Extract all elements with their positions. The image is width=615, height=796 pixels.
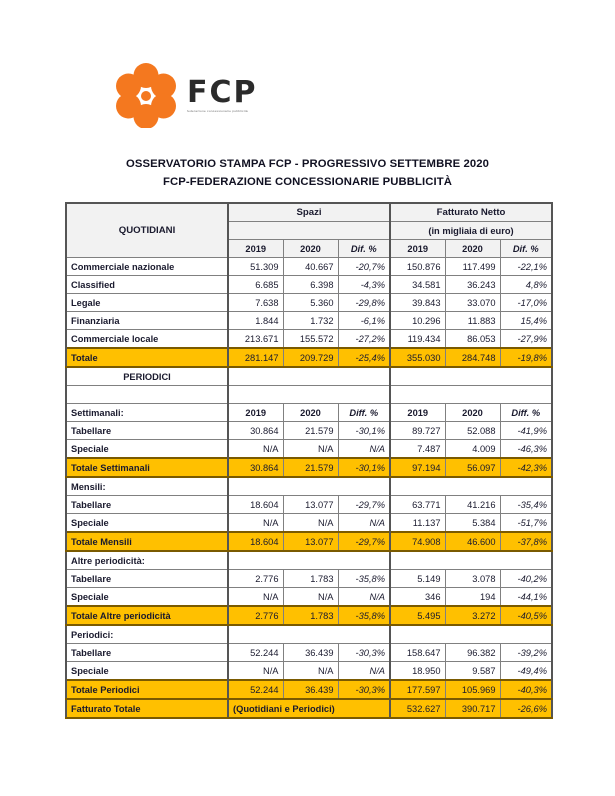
periodici-banner-spazi [228, 367, 390, 386]
mensili-header-row [66, 477, 552, 496]
mensili-section-label: Mensili: [66, 477, 228, 496]
fcp-tagline: federazione concessionarie pubblicità [187, 109, 248, 113]
periodici-banner-row [66, 367, 552, 386]
cell-fatturato-diff: -27,9% [500, 330, 552, 349]
cell-spazi-2019: 6.685 [228, 276, 283, 294]
header-quotidiani: QUOTIDIANI [66, 203, 228, 258]
settimanali-2019: 2019 [228, 404, 283, 422]
fcp-wordmark-group [187, 75, 258, 113]
row-label: Tabellare [66, 644, 228, 662]
cell-spazi-2020: N/A [283, 514, 338, 533]
cell-fatturato-2019: 355.030 [390, 348, 445, 367]
cell-fatturato-diff: -22,1% [500, 258, 552, 276]
cell-fatturato-2020: 11.883 [445, 312, 500, 330]
row-label: Totale Periodici [66, 680, 228, 699]
cell-fatturato-2019: 39.843 [390, 294, 445, 312]
cell-fatturato-diff: -41,9% [500, 422, 552, 440]
cell-fatturato-diff: -37,8% [500, 532, 552, 551]
cell-fatturato-2020: 390.717 [445, 699, 500, 718]
cell-fatturato-2019: 7.487 [390, 440, 445, 459]
table-row [66, 422, 552, 440]
row-label: Speciale [66, 662, 228, 681]
cell-fatturato-diff: 15,4% [500, 312, 552, 330]
total-row-periodici [66, 680, 552, 699]
cell-spazi-2019: 52.244 [228, 644, 283, 662]
cell-fatturato-diff: -26,6% [500, 699, 552, 718]
mensili-fatturato-blank [390, 477, 552, 496]
total-row-settimanali [66, 458, 552, 477]
header-spazi-diff: Dif. % [338, 240, 390, 258]
cell-fatturato-2019: 89.727 [390, 422, 445, 440]
cell-fatturato-2020: 96.382 [445, 644, 500, 662]
cell-spazi-2019: 7.638 [228, 294, 283, 312]
cell-fatturato-diff: -42,3% [500, 458, 552, 477]
cell-spazi-diff: -35,8% [338, 606, 390, 625]
cell-spazi-2020: 6.398 [283, 276, 338, 294]
table-row [66, 312, 552, 330]
cell-fatturato-2019: 5.149 [390, 570, 445, 588]
cell-spazi-2019: 30.864 [228, 422, 283, 440]
cell-fatturato-2020: 4.009 [445, 440, 500, 459]
cell-spazi-2019: N/A [228, 662, 283, 681]
cell-fatturato-2020: 3.078 [445, 570, 500, 588]
cell-spazi-2019: N/A [228, 588, 283, 607]
row-label: Legale [66, 294, 228, 312]
cell-spazi-2020: 36.439 [283, 644, 338, 662]
row-label: Speciale [66, 588, 228, 607]
title-line-2: FCP-FEDERAZIONE CONCESSIONARIE PUBBLICITÀ [162, 176, 453, 188]
cell-fatturato-2020: 36.243 [445, 276, 500, 294]
cell-spazi-2020: 13.077 [283, 496, 338, 514]
cell-spazi-2019: 2.776 [228, 606, 283, 625]
cell-fatturato-2019: 5.495 [390, 606, 445, 625]
header-fatturato-diff: Dif. % [500, 240, 552, 258]
cell-fatturato-2020: 117.499 [445, 258, 500, 276]
cell-spazi-diff: -6,1% [338, 312, 390, 330]
fcp-flower-icon [113, 62, 179, 128]
cell-fatturato-2020: 41.216 [445, 496, 500, 514]
cell-fatturato-diff: -19,8% [500, 348, 552, 367]
cell-fatturato-diff: -40,5% [500, 606, 552, 625]
row-label: Tabellare [66, 422, 228, 440]
cell-spazi-2019: 18.604 [228, 532, 283, 551]
cell-fatturato-2019: 346 [390, 588, 445, 607]
cell-spazi-2020: 36.439 [283, 680, 338, 699]
cell-fatturato-2019: 97.194 [390, 458, 445, 477]
row-label: Tabellare [66, 570, 228, 588]
table-row [66, 330, 552, 349]
cell-fatturato-diff: -44,1% [500, 588, 552, 607]
row-label: Totale Altre periodicità [66, 606, 228, 625]
cell-fatturato-2020: 105.969 [445, 680, 500, 699]
altre-fatturato-blank [390, 551, 552, 570]
cell-spazi-diff: N/A [338, 662, 390, 681]
cell-fatturato-2019: 532.627 [390, 699, 445, 718]
periodici-section-label: Periodici: [66, 625, 228, 644]
header-fatturato-unit: (in migliaia di euro) [390, 222, 552, 240]
table-row [66, 294, 552, 312]
table-row [66, 588, 552, 607]
cell-fatturato-diff: -40,3% [500, 680, 552, 699]
settimanali-header-row [66, 404, 552, 422]
header-group-fatturato: Fatturato Netto [390, 203, 552, 222]
total-row-mensili [66, 532, 552, 551]
cell-spazi-2019: 18.604 [228, 496, 283, 514]
table-row [66, 258, 552, 276]
cell-spazi-diff: -25,4% [338, 348, 390, 367]
cell-fatturato-diff: -40,2% [500, 570, 552, 588]
spacer-label [66, 386, 228, 404]
cell-spazi-2019: 281.147 [228, 348, 283, 367]
cell-spazi-diff: N/A [338, 440, 390, 459]
grand-total-sublabel: (Quotidiani e Periodici) [228, 699, 390, 718]
cell-spazi-2020: 13.077 [283, 532, 338, 551]
cell-spazi-2019: 52.244 [228, 680, 283, 699]
mensili-spazi-blank [228, 477, 390, 496]
cell-spazi-diff: -29,7% [338, 532, 390, 551]
fcp-report-table [65, 202, 553, 719]
altre-spazi-blank [228, 551, 390, 570]
cell-spazi-diff: -35,8% [338, 570, 390, 588]
cell-spazi-diff: -27,2% [338, 330, 390, 349]
periodici-banner-fatturato [390, 367, 552, 386]
table-row [66, 644, 552, 662]
cell-fatturato-2019: 11.137 [390, 514, 445, 533]
cell-fatturato-diff: -49,4% [500, 662, 552, 681]
total-row-quotidiani [66, 348, 552, 367]
table-row [66, 662, 552, 681]
cell-spazi-2019: 51.309 [228, 258, 283, 276]
cell-spazi-2020: 21.579 [283, 458, 338, 477]
periodici-spazi-blank [228, 625, 390, 644]
table-row [66, 276, 552, 294]
report-table-wrapper [65, 202, 550, 719]
row-label: Totale Settimanali [66, 458, 228, 477]
cell-spazi-2019: 1.844 [228, 312, 283, 330]
cell-spazi-2020: 155.572 [283, 330, 338, 349]
header-group-spazi: Spazi [228, 203, 390, 222]
cell-spazi-2020: 1.783 [283, 570, 338, 588]
cell-fatturato-2020: 46.600 [445, 532, 500, 551]
cell-spazi-diff: -20,7% [338, 258, 390, 276]
row-label: Finanziaria [66, 312, 228, 330]
cell-spazi-diff: -29,7% [338, 496, 390, 514]
cell-fatturato-diff: -17,0% [500, 294, 552, 312]
settimanali-2020: 2020 [283, 404, 338, 422]
spacer-row [66, 386, 552, 404]
cell-spazi-2019: 2.776 [228, 570, 283, 588]
row-label: Classified [66, 276, 228, 294]
settimanali-section-label: Settimanali: [66, 404, 228, 422]
cell-spazi-2020: 5.360 [283, 294, 338, 312]
cell-fatturato-2019: 74.908 [390, 532, 445, 551]
fcp-wordmark: FCP [187, 75, 258, 110]
cell-spazi-2020: 209.729 [283, 348, 338, 367]
cell-spazi-2019: 213.671 [228, 330, 283, 349]
grand-total-label: Fatturato Totale [66, 699, 228, 718]
settimanali-ft-2019: 2019 [390, 404, 445, 422]
cell-fatturato-2020: 9.587 [445, 662, 500, 681]
document-titles [0, 155, 615, 191]
cell-fatturato-diff: -39,2% [500, 644, 552, 662]
row-label: Totale [66, 348, 228, 367]
cell-spazi-2020: 40.667 [283, 258, 338, 276]
cell-fatturato-2019: 150.876 [390, 258, 445, 276]
header-fatturato-2019: 2019 [390, 240, 445, 258]
cell-spazi-diff: -30,1% [338, 458, 390, 477]
total-row-altre [66, 606, 552, 625]
grand-total-row [66, 699, 552, 718]
cell-fatturato-2020: 52.088 [445, 422, 500, 440]
cell-fatturato-diff: -51,7% [500, 514, 552, 533]
cell-spazi-2020: N/A [283, 440, 338, 459]
cell-spazi-diff: -30,1% [338, 422, 390, 440]
cell-spazi-diff: N/A [338, 514, 390, 533]
cell-spazi-diff: N/A [338, 588, 390, 607]
row-label: Tabellare [66, 496, 228, 514]
row-label: Speciale [66, 440, 228, 459]
settimanali-diff: Diff. % [338, 404, 390, 422]
cell-fatturato-2019: 10.296 [390, 312, 445, 330]
cell-spazi-2020: 1.732 [283, 312, 338, 330]
header-spazi-2019: 2019 [228, 240, 283, 258]
altre-section-label: Altre periodicità: [66, 551, 228, 570]
cell-fatturato-diff: -46,3% [500, 440, 552, 459]
spacer-spazi [228, 386, 390, 404]
cell-spazi-diff: -4,3% [338, 276, 390, 294]
cell-fatturato-diff: 4,8% [500, 276, 552, 294]
header-fatturato-2020: 2020 [445, 240, 500, 258]
row-label: Commerciale locale [66, 330, 228, 349]
title-line-1: OSSERVATORIO STAMPA FCP - PROGRESSIVO SETTEMBRE 2020 [125, 158, 489, 170]
cell-spazi-2020: N/A [283, 662, 338, 681]
fcp-logo [113, 62, 258, 130]
cell-spazi-2020: N/A [283, 588, 338, 607]
cell-fatturato-2020: 284.748 [445, 348, 500, 367]
header-spazi-spacer [228, 222, 390, 240]
cell-fatturato-2020: 194 [445, 588, 500, 607]
cell-fatturato-2019: 63.771 [390, 496, 445, 514]
row-label: Totale Mensili [66, 532, 228, 551]
cell-spazi-2019: N/A [228, 514, 283, 533]
table-row [66, 496, 552, 514]
periodici-header-row [66, 625, 552, 644]
cell-spazi-2020: 1.783 [283, 606, 338, 625]
cell-fatturato-2019: 34.581 [390, 276, 445, 294]
row-label: Commerciale nazionale [66, 258, 228, 276]
spacer-fatturato [390, 386, 552, 404]
table-row [66, 440, 552, 459]
table-row [66, 570, 552, 588]
periodici-fatturato-blank [390, 625, 552, 644]
cell-fatturato-diff: -35,4% [500, 496, 552, 514]
cell-spazi-diff: -30,3% [338, 680, 390, 699]
cell-fatturato-2020: 33.070 [445, 294, 500, 312]
cell-spazi-diff: -29,8% [338, 294, 390, 312]
altre-header-row [66, 551, 552, 570]
cell-spazi-2019: N/A [228, 440, 283, 459]
cell-fatturato-2019: 18.950 [390, 662, 445, 681]
cell-fatturato-2019: 177.597 [390, 680, 445, 699]
cell-spazi-diff: -30,3% [338, 644, 390, 662]
settimanali-ft-diff: Diff. % [500, 404, 552, 422]
cell-spazi-2020: 21.579 [283, 422, 338, 440]
cell-fatturato-2020: 86.053 [445, 330, 500, 349]
table-row [66, 514, 552, 533]
cell-fatturato-2020: 56.097 [445, 458, 500, 477]
cell-fatturato-2020: 3.272 [445, 606, 500, 625]
settimanali-ft-2020: 2020 [445, 404, 500, 422]
header-spazi-2020: 2020 [283, 240, 338, 258]
cell-fatturato-2020: 5.384 [445, 514, 500, 533]
cell-fatturato-2019: 119.434 [390, 330, 445, 349]
cell-fatturato-2019: 158.647 [390, 644, 445, 662]
row-label: Speciale [66, 514, 228, 533]
cell-spazi-2019: 30.864 [228, 458, 283, 477]
table-header-row-groups [66, 203, 552, 222]
periodici-banner-label: PERIODICI [66, 367, 228, 386]
